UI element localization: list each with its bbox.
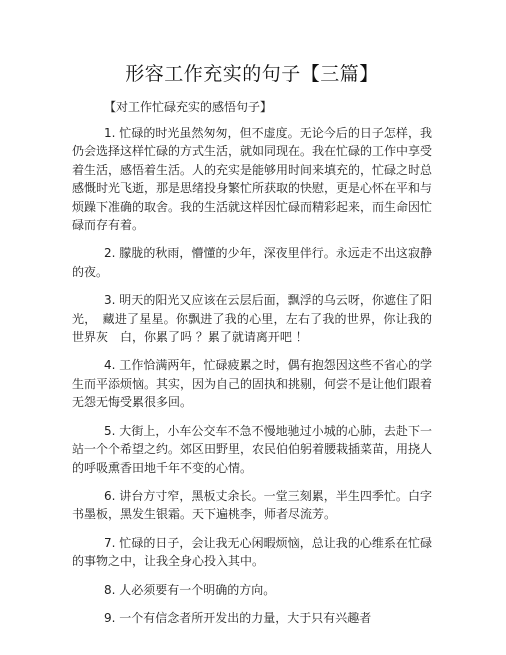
document-body [72,124,432,627]
paragraph-4: 4. 工作恰满两年，忙碌疲累之时，偶有抱怨因这些不省心的学生而平添烦恼。其实，因为自己的固执和挑剔，何尝不是让他们跟着无怨无悔受累很多回。 [72,358,433,410]
paragraph-9: 9. 一个有信念者所开发出的力量，大于只有兴趣者 [104,610,372,625]
paragraph-2: 2. 朦胧的秋雨，懵懂的少年，深夜里伴行。永远走不出这寂静的夜。 [72,246,432,279]
paragraph-7: 7. 忙碌的日子，会让我无心闲暇烦恼，总让我的心维系在忙碌的事物之中，让我全身心投入其中。 [72,535,432,569]
document-title: 形容工作充实的句子【三篇】 [125,63,379,85]
section-subtitle: 【对工作忙碌充实的感悟句子】 [104,100,273,114]
paragraph-8: 8. 人必须要有一个明确的方向。 [104,582,276,597]
paragraph-6: 6. 讲台方寸窄，黑板丈余长。一堂三刻累，半生四季忙。白字书墨板，黑发生银霜。天下遍桃李，师者尽流芳。 [72,488,432,522]
paragraph-3: 3. 明天的阳光又应该在云层后面，飘浮的乌云呀，你遮住了阳光， 藏进了星星。你飘进了我的心里，左右了我的世界，你让我的世界灰 白，你累了吗 ？累了就请离开吧 ！ [72,293,432,345]
paragraph-1: 1. 忙碌的时光虽然匆匆，但不虚度。无论今后的日子怎样，我仍会选择这样忙碌的方式生活，就如同现在。我在忙碌的工作中享受着生活，感悟着生活。人的充实是能够用时间来填充的，忙碌之时总感慨时光飞逝，那是思绪投身繁忙所获取的快慰，更是心怀在平和与烦躁下准确的取舍。我的生活就这样因忙碌而精彩起来，而生命因忙碌而存有着。 [72,126,433,233]
paragraph-5: 5. 大街上，小车公交车不急不慢地驰过小城的心肺，去赴下一站一个个希望之约。郊区田野里，农民伯伯躬着腰栽插菜苗，用挠人的呼吸熏香田地千年不变的心情。 [72,423,433,475]
